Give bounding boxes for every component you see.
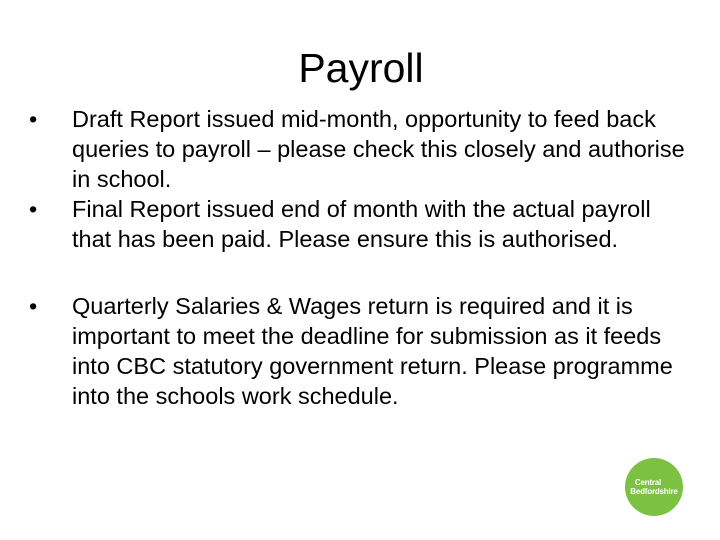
slide-title: Payroll xyxy=(298,45,424,91)
bullet-item-draft-report xyxy=(29,104,689,194)
bullet-text: Quarterly Salaries & Wages return is required and it is important to meet the deadline for submission as it feeds into CBC statutory government return. Please programme into the schools work schedule. xyxy=(72,293,673,409)
bullet-dot: • xyxy=(29,196,38,222)
bullet-dot: • xyxy=(29,293,38,319)
bullet-text: Draft Report issued mid-month, opportunity to feed back queries to payroll – please check this closely and authorise in school. xyxy=(72,106,685,192)
bullet-item-quarterly-return xyxy=(29,291,689,411)
central-bedfordshire-logo xyxy=(625,458,683,516)
logo-line-2: Bedfordshire xyxy=(630,487,678,496)
bullet-list xyxy=(29,104,689,411)
logo-line-1: Central xyxy=(634,478,662,487)
bullet-dot: • xyxy=(29,106,38,132)
bullet-text: Final Report issued end of month with the actual payroll that has been paid. Please ensure this is authorised. xyxy=(72,196,651,252)
bullet-item-final-report xyxy=(29,194,689,254)
